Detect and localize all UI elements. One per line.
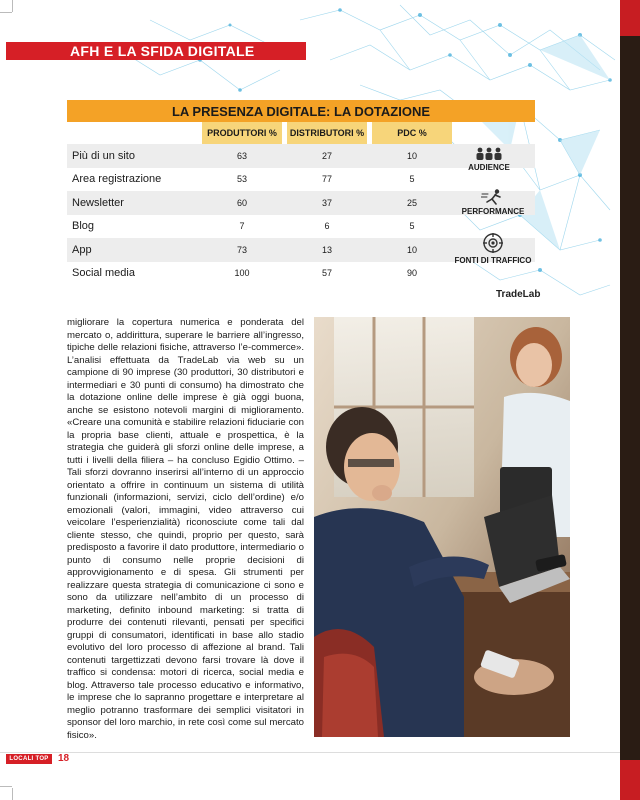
crop-mark	[12, 788, 13, 800]
side-item-audience	[446, 147, 532, 172]
cell-pdc: 5	[409, 174, 415, 185]
office-photo	[314, 317, 570, 737]
page-edge-red-top	[620, 0, 640, 36]
cell-produttori: 73	[236, 244, 247, 255]
cell-distributori: 6	[324, 221, 330, 232]
cell-pdc: 5	[409, 221, 415, 232]
row-label: Social media	[72, 267, 135, 280]
cell-distributori: 37	[321, 197, 332, 208]
cell-pdc: 10	[406, 244, 417, 255]
cell-distributori: 13	[321, 244, 332, 255]
cell-produttori: 100	[234, 268, 250, 279]
page-edge-strip	[620, 0, 640, 800]
crop-mark	[12, 0, 13, 12]
row-label: Area registrazione	[72, 173, 162, 186]
table-title: LA PRESENZA DIGITALE: LA DOTAZIONE	[171, 103, 431, 119]
cell-produttori: 53	[236, 174, 247, 185]
side-item-traffic-sources	[450, 232, 536, 265]
side-item-performance	[450, 189, 536, 216]
page-edge-red-bottom	[620, 760, 640, 800]
row-label: App	[72, 243, 92, 256]
article-body: migliorare la copertura numerica e ponderata del mercato o, addirittura, superare le barriere all’ingresso, tipiche delle relazioni fisiche, attraverso l’e-commerce». L’analisi effettuata da TradeLab via web su un campione di 90 imprese (30 produttori, 30 distributori e intermediari e 30 punti di consumo) ha dimostrato che la dotazione online delle imprese è già oggi buona, anche se esistono notevoli margini di miglioramento. «Creare una comunità e stabilire relazioni fiduciarie con la propria base clienti, attuale e prospettica, è la strategia che guiderà gli sforzi online delle imprese, a tutti i livelli della filiera – ha concluso Egidio Ottimo. – Tali sforzi dovranno inserirsi all’interno di un approccio orientato a offrire in continuum un sistema di utilità funzionali (informazioni, servizi, ciclo dell’ordine) e/o emozionali (valori, immagini, video attraverso cui veicolare l’esperienzialità) riconosciute come tali dal cliente stesso, che quindi, proprio per questo, sarà predisposto a favorire il dato produttore, intermediario o punto di consumo nelle proprie decisioni di approvvigionamento e di spesa. Gli strumenti per realizzare questa strategia di comunicazione ci sono e sono da utilizzare nell’ambito di un processo di marketing, definito inbound marketing: si tratta di produrre dei contenuti rilevanti, pensati per specifici gruppi di consumatori, identificati in base allo stadio evolutivo del loro processo di affezione al brand. Tali contenuti targettizzati devono farsi trovare là dove il traffico si condensa: motori di ricerca, social media e blog. Attraverso tale processo educativo e informativo, le imprese che lo sapranno progettare e interpretare al meglio potranno trasformare dei semplici visitatori in sponsor del loro marchio, in rete così come sul mercato fisico».	[67, 317, 304, 741]
audience-icon	[474, 147, 504, 161]
footer-badge: LOCALI TOP	[6, 754, 52, 764]
cell-pdc: 25	[406, 197, 417, 208]
footer-divider	[0, 752, 620, 753]
row-label: Blog	[72, 220, 95, 233]
cell-distributori: 77	[321, 174, 332, 185]
column-header-distributori: DISTRIBUTORI %	[287, 122, 367, 144]
side-item-label: FONTI DI TRAFFICO	[454, 256, 532, 265]
page-number: 18	[58, 753, 70, 764]
row-label: Più di un sito	[72, 149, 135, 162]
side-item-label: AUDIENCE	[468, 163, 510, 172]
side-item-label: PERFORMANCE	[461, 207, 525, 216]
column-header-pdc: PDC %	[372, 122, 452, 144]
cell-pdc: 90	[406, 268, 417, 279]
section-title: AFH E LA SFIDA DIGITALE	[70, 43, 255, 59]
performance-icon	[481, 189, 505, 205]
source-credit: TradeLab	[496, 289, 541, 300]
cell-produttori: 60	[236, 197, 247, 208]
row-label: Newsletter	[72, 196, 124, 209]
traffic-sources-icon	[482, 232, 504, 254]
cell-produttori: 63	[236, 150, 247, 161]
cell-produttori: 7	[239, 221, 245, 232]
cell-pdc: 10	[406, 150, 417, 161]
cell-distributori: 27	[321, 150, 332, 161]
cell-distributori: 57	[321, 268, 332, 279]
table-column-headers	[67, 122, 535, 144]
section-title-bar	[6, 42, 306, 60]
column-header-produttori: PRODUTTORI %	[202, 122, 282, 144]
column-header-blank	[67, 122, 202, 144]
table-row	[67, 262, 535, 286]
table-title-bar	[67, 100, 535, 122]
crop-mark	[0, 786, 12, 787]
crop-mark	[0, 12, 12, 13]
